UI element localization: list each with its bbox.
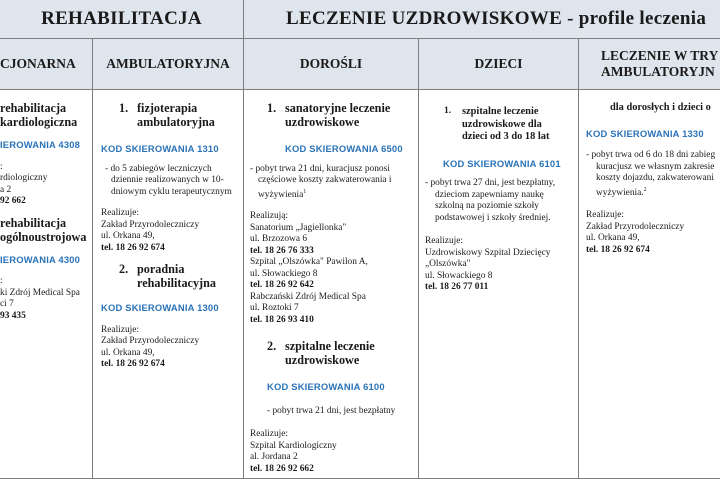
cell-dorosli <box>250 90 416 478</box>
item-number: 1. <box>444 106 452 116</box>
text-line: Zakład Przyrodoleczniczy <box>101 219 200 230</box>
item-title: sanatoryjne leczenie <box>285 101 391 115</box>
item-title: poradnia <box>137 262 185 276</box>
text-line: Szpital „Olszówka" Pawilon A, <box>250 257 368 268</box>
item-title: uzdrowiskowe <box>285 353 360 368</box>
column-header-ambulatoryjna: AMBULATORYJNA <box>106 56 230 71</box>
item-number: 1. <box>267 101 277 115</box>
text-line: Uzdrowiskowy Szpital Dziecięcy <box>425 247 551 258</box>
item-title: rehabilitacja <box>0 101 67 115</box>
text-line: szkolną na poziomie szkoły <box>435 201 539 211</box>
text-line: ul. Orkana 49, <box>101 231 155 241</box>
item-title: uzdrowiskowe <box>285 115 360 129</box>
text-fragment: wyżywienia <box>258 189 304 200</box>
cell-leczenie-ambulatoryjne <box>586 90 720 478</box>
text-fragment: wyżywienia. <box>596 187 644 198</box>
column-header-dorosli: DOROŚLI <box>299 56 363 71</box>
referral-code: KOD SKIEROWANIA 6100 <box>267 381 385 393</box>
item-title: kardiologiczna <box>0 115 78 129</box>
column-header-leczenie-w-trybie <box>579 39 720 89</box>
text-line: Realizuje: <box>101 324 140 335</box>
text-line: kuracjusz we własnym zakresie <box>596 161 715 172</box>
text-line: ci 7 <box>0 299 14 309</box>
phone-number: tel. 18 26 92 674 <box>586 244 650 255</box>
text-line: ki Zdrój Medical Spa <box>0 287 80 298</box>
text-line: Zakład Przyrodoleczniczy <box>101 336 200 346</box>
column-header-dzieci: DZIECI <box>474 56 523 71</box>
item-title: dla dorosłych i dzieci o <box>610 102 711 113</box>
text-line: ul. Brzozowa 6 <box>250 234 308 245</box>
cell-ambulatoryjna <box>101 90 243 478</box>
phone-number: tel. 18 26 92 642 <box>250 280 314 291</box>
text-line: Rabczański Zdrój Medical Spa <box>250 291 366 302</box>
text-line: - do 5 zabiegów leczniczych <box>105 163 212 174</box>
item-title: rehabilitacyjna <box>137 276 216 290</box>
text-line <box>586 185 720 200</box>
item-heading <box>101 101 243 129</box>
text-line: Sanatorium „Jagiellonka" <box>250 222 347 233</box>
column-header-line: LECZENIE W TRY <box>601 48 719 63</box>
text-line: dniowym cyklu terapeutycznym <box>111 186 232 197</box>
grid-line <box>578 38 579 479</box>
text-line: koszty dojazdu, zakwaterowani <box>596 173 714 183</box>
item-title: szpitalne leczenie <box>462 106 539 117</box>
phone-number: tel. 18 26 76 333 <box>250 245 314 256</box>
item-number: 2. <box>267 339 277 354</box>
text-line: - pobyt trwa 21 dni, jest bezpłatny <box>267 405 396 416</box>
grid-line <box>92 38 93 479</box>
item-heading <box>250 339 416 367</box>
text-line: a 2 <box>0 184 12 195</box>
item-title: ogólnoustrojowa <box>0 229 87 244</box>
text-line: ul. Orkana 49, <box>101 347 155 358</box>
item-heading <box>101 262 243 290</box>
text-line: Realizują: <box>250 211 289 222</box>
item-title: rehabilitacja <box>0 215 67 230</box>
item-heading <box>425 106 577 144</box>
text-line: al. Jordana 2 <box>250 452 298 463</box>
referral-code: IEROWANIA 4308 <box>0 139 81 150</box>
phone-number: tel. 18 26 92 674 <box>101 359 165 369</box>
phone-number: 93 435 <box>0 310 26 321</box>
referral-code: KOD SKIEROWANIA 1330 <box>586 127 704 139</box>
item-title: ambulatoryjna <box>137 115 215 129</box>
phone-number: tel. 18 26 93 410 <box>250 314 314 325</box>
text-line: ul. Słowackiego 8 <box>425 270 493 281</box>
referral-code: KOD SKIEROWANIA 6101 <box>443 157 561 169</box>
item-number: 2. <box>119 262 129 276</box>
phone-number: tel. 18 26 92 674 <box>101 242 165 253</box>
text-line: Realizuje: <box>250 429 289 440</box>
grid-line <box>0 478 720 479</box>
footnote-marker: 1 <box>303 188 307 195</box>
text-line: : <box>0 161 3 172</box>
cell-dzieci <box>425 90 577 478</box>
item-title: szpitalne leczenie <box>285 339 375 354</box>
phone-number: tel. 18 26 92 662 <box>250 463 314 474</box>
item-heading <box>250 101 416 129</box>
phone-number: 92 662 <box>0 196 26 206</box>
text-line: rdiologiczny <box>0 173 48 183</box>
text-line <box>250 187 416 202</box>
referral-code: IEROWANIA 4300 <box>0 253 81 265</box>
grid-line <box>418 38 419 479</box>
column-header-stacjonarna: CJONARNA <box>0 56 76 71</box>
text-line: Zakład Przyrodoleczniczy <box>586 221 685 232</box>
column-header-line: AMBULATORYJN <box>601 64 715 79</box>
text-line: - pobyt trwa od 6 do 18 dni zabieg <box>586 150 716 160</box>
text-line: Realizuje: <box>425 236 464 246</box>
text-line: Realizuje: <box>101 208 140 218</box>
phone-number: tel. 18 26 77 011 <box>425 282 489 292</box>
text-line: dziennie realizowanych w 10- <box>111 175 224 185</box>
item-title: uzdrowiskowe dla <box>462 118 542 130</box>
item-number: 1. <box>119 101 129 115</box>
text-line: ul. Orkana 49, <box>586 233 640 244</box>
text-line: „Olszówka" <box>425 259 471 269</box>
footnote-marker: 2 <box>643 186 647 193</box>
item-title: fizjoterapia <box>137 101 198 115</box>
header-leczenie-uzdrowiskowe: LECZENIE UZDROWISKOWE - profile leczenia <box>286 8 707 29</box>
header-rehabilitacja: REHABILITACJA <box>41 8 202 29</box>
referral-code: KOD SKIEROWANIA 6500 <box>285 143 403 154</box>
text-line: ul. Słowackiego 8 <box>250 268 318 279</box>
text-line: - pobyt trwa 27 dni, jest bezpłatny, <box>425 178 556 188</box>
cell-stacjonarna <box>0 90 92 478</box>
text-line: podstawowej i szkoły średniej. <box>435 212 551 223</box>
referral-code: KOD SKIEROWANIA 1310 <box>101 143 219 154</box>
text-line: częściowe koszty zakwaterowania i <box>258 175 392 185</box>
text-line: ul. Roztoki 7 <box>250 303 299 314</box>
referral-code: KOD SKIEROWANIA 1300 <box>101 302 219 313</box>
text-line: Szpital Kardiologiczny <box>250 440 337 451</box>
text-line: Realizuje: <box>586 210 625 221</box>
text-line: - pobyt trwa 21 dni, kuracjusz ponosi <box>250 163 390 174</box>
text-line: : <box>0 276 3 286</box>
item-title: dzieci od 3 do 18 lat <box>462 131 550 142</box>
text-line: dzieciom zapewniamy naukę <box>435 189 544 200</box>
